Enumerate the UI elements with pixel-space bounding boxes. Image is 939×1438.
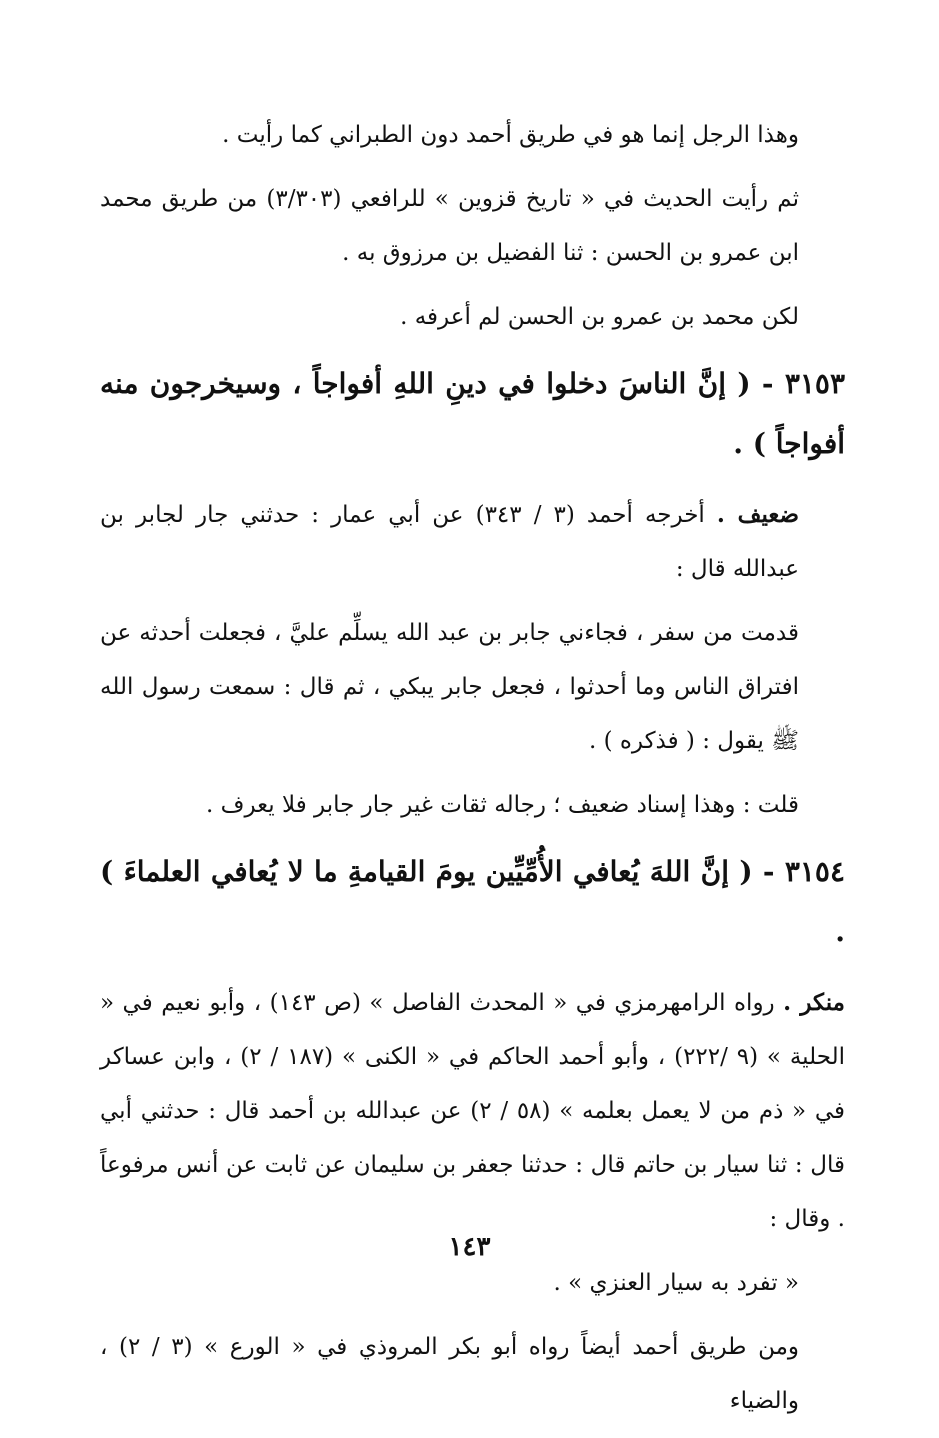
- grading-paragraph-3154: [100, 976, 845, 1246]
- grading-text: أخرجه أحمد (٣ / ٣٤٣) عن أبي عمار : حدثني جار لجابر بن عبدالله قال :: [100, 502, 799, 582]
- grading-paragraph-3153: [100, 488, 845, 596]
- paragraph-1: وهذا الرجل إنما هو في طريق أحمد دون الطبراني كما رأيت .: [222, 122, 799, 148]
- hadith-heading-3154: ٣١٥٤ - ( إنَّ اللهَ يُعافي الأُمِّيِّين يومَ القيامةِ ما لا يُعافي العلماءَ ) .: [100, 855, 845, 948]
- paragraph-2: ثم رأيت الحديث في « تاريخ قزوين » للرافعي (٣/٣٠٣) من طريق محمد ابن عمرو بن الحسن : ثنا الفضيل بن مرزوق به .: [100, 186, 799, 266]
- page-number: ١٤٣: [448, 1232, 491, 1262]
- quote-paragraph: « تفرد به سيار العنزي » .: [553, 1270, 799, 1296]
- continuation-paragraph: ومن طريق أحمد أيضاً رواه أبو بكر المروذي في « الورع » (٣ / ٢) ، والضياء: [100, 1334, 800, 1414]
- grading-text: رواه الرامهرمزي في « المحدث الفاصل » (ص ١٤٣) ، وأبو نعيم في « الحلية » (٩ /٢٢٢) ، وأبو أحمد الحاكم في « الكنى » (١٨٧ / ٢) ، وابن عساكر في « ذم من لا يعمل بعلمه » (٥٨ / ٢) عن عبدالله بن أحمد قال : حدثني أبي قال : ثنا سيار بن حاتم قال : حدثنا جعفر بن سليمان عن ثابت عن أنس مرفوعاً . وقال :: [100, 990, 846, 1232]
- paragraph-3: لكن محمد بن عمرو بن الحسن لم أعرفه .: [400, 304, 799, 330]
- narration-paragraph: قدمت من سفر ، فجاءني جابر بن عبد الله يسلِّم عليَّ ، فجعلت أحدثه عن افتراق الناس وما أحدثوا ، فجعل جابر يبكي ، ثم قال : سمعت رسول الله ﷺ يقول : ( فذكره ) .: [100, 620, 799, 754]
- comment-paragraph: قلت : وهذا إسناد ضعيف ؛ رجاله ثقات غير جار جابر فلا يعرف .: [206, 792, 799, 818]
- hadith-heading-3153: ٣١٥٣ - ( إنَّ الناسَ دخلوا في دينِ اللهِ أفواجاً ، وسيخرجون منه أفواجاً ) .: [100, 367, 845, 460]
- grade-label: ضعيف .: [716, 501, 800, 528]
- grade-label: منكر .: [783, 989, 845, 1016]
